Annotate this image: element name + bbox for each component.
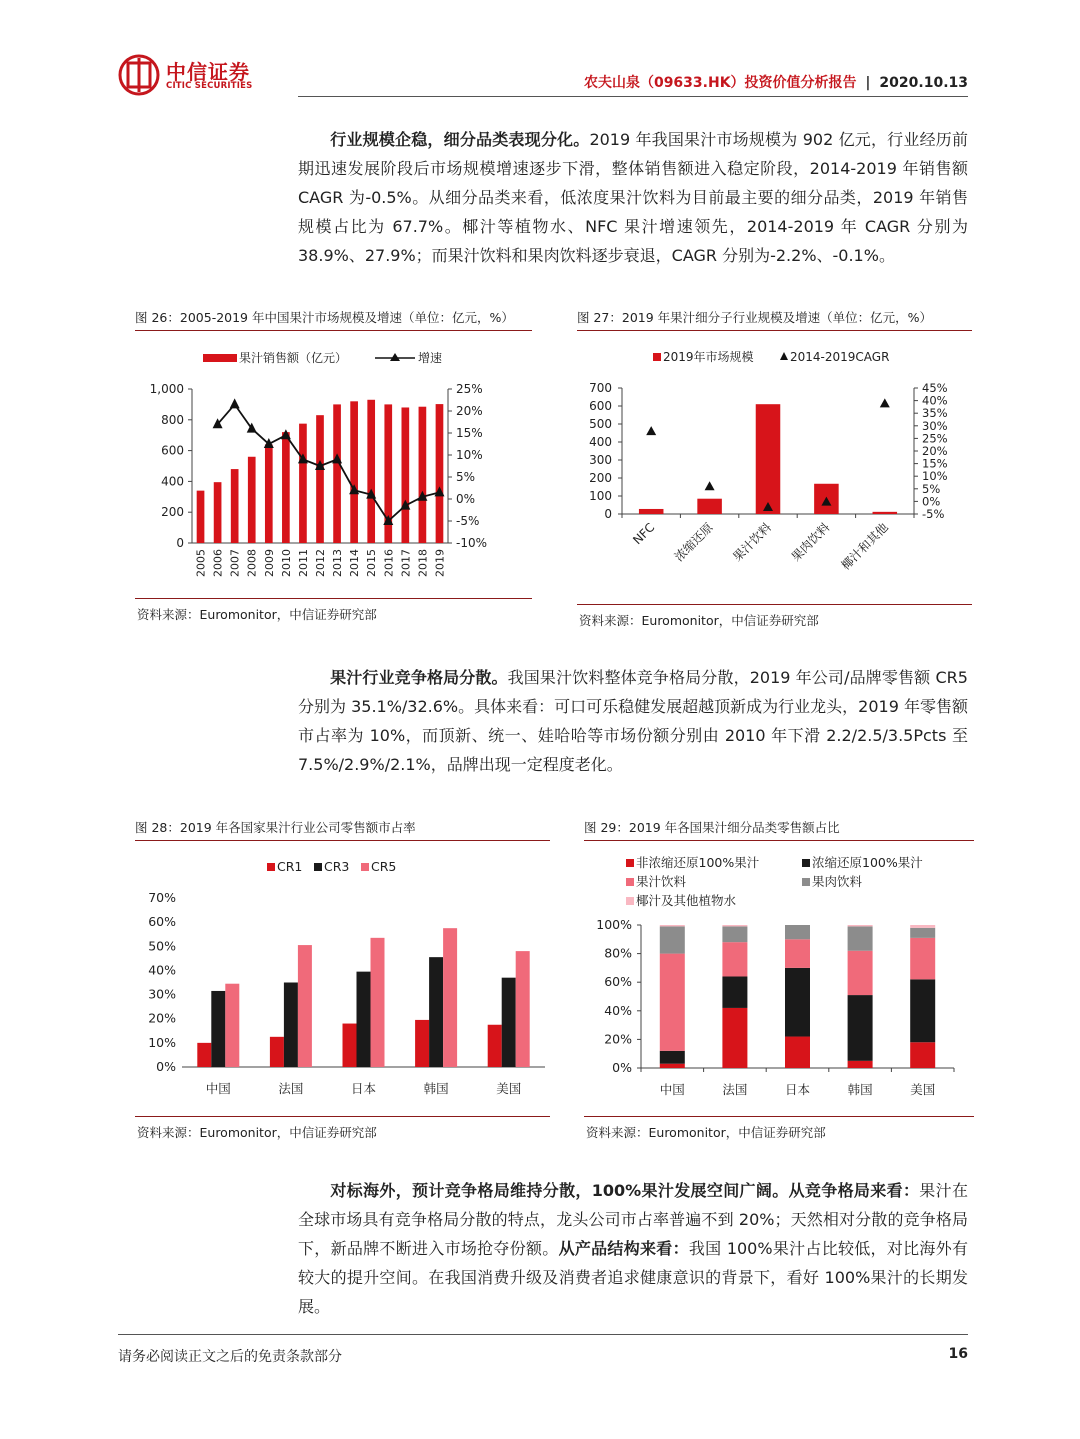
x-tick-label: 2011 bbox=[296, 549, 310, 577]
y-tick-label-right: 20% bbox=[922, 444, 948, 458]
x-tick-label: 法国 bbox=[278, 1081, 304, 1096]
legend-swatch-cagr bbox=[780, 352, 788, 360]
y-tick-label: 80% bbox=[604, 945, 632, 961]
x-tick-label: 中国 bbox=[659, 1082, 685, 1097]
stack-segment bbox=[848, 926, 873, 950]
y-tick-label: 20% bbox=[604, 1031, 632, 1047]
stack-segment bbox=[722, 925, 747, 926]
y-tick-label-right: 30% bbox=[922, 418, 948, 433]
x-tick-label: 浓缩还原 bbox=[671, 520, 716, 565]
x-tick-label: 美国 bbox=[910, 1082, 936, 1097]
legend-label: 非浓缩还原100%果汁 bbox=[636, 855, 760, 870]
para2-body: 我国果汁饮料整体竞争格局分散，2019 年公司/品牌零售额 CR5 分别为 35.1%/32.6%。具体来看：可口可乐稳健发展超越顶新成为行业龙头，2019 年零售额市占率为 10%，而顶新、统一、娃哈哈等市场份额分别由 2010 年下滑 2.2/2.5/3.5Pcts 至 7.5%/2.9%/2.1%，品牌出现一定程度老化。 bbox=[298, 668, 968, 774]
legend-swatch bbox=[626, 897, 634, 905]
para3-subheading-1: 从竞争格局来看： bbox=[788, 1181, 920, 1200]
stack-segment bbox=[848, 1061, 873, 1068]
legend-label: CR5 bbox=[371, 859, 397, 874]
x-tick-label: 2012 bbox=[314, 549, 327, 577]
fig28-bottom-rule bbox=[135, 1116, 550, 1117]
x-tick-label: 美国 bbox=[496, 1081, 522, 1096]
cagr-marker bbox=[880, 398, 890, 407]
y-tick-label-left: 200 bbox=[161, 505, 184, 520]
legend-label-cagr: 2014-2019CAGR bbox=[790, 350, 890, 364]
fig26-growth-line bbox=[213, 398, 445, 525]
header-divider bbox=[298, 96, 968, 97]
stack-segment bbox=[785, 925, 810, 939]
legend-swatch-size bbox=[653, 353, 661, 361]
y-tick-label-left: 600 bbox=[161, 443, 184, 458]
stack-segment bbox=[722, 976, 747, 1007]
y-tick-label-right: -5% bbox=[456, 514, 480, 528]
y-tick-label-left: 0 bbox=[176, 536, 184, 550]
legend-swatch bbox=[626, 878, 634, 886]
y-tick-label-right: 0% bbox=[456, 492, 476, 506]
stack-segment bbox=[660, 1064, 685, 1068]
y-tick-label-right: 35% bbox=[922, 406, 948, 421]
fig26-bottom-rule bbox=[135, 598, 532, 599]
footer-disclaimer: 请务必阅读正文之后的免责条款部分 bbox=[118, 1349, 342, 1365]
title-separator: | bbox=[865, 75, 871, 91]
para2-heading: 果汁行业竞争格局分散。 bbox=[330, 668, 508, 687]
y-tick-label-right: 15% bbox=[456, 426, 483, 440]
sales-bar bbox=[231, 469, 239, 543]
cr-bar-cr5 bbox=[371, 938, 385, 1067]
fig28-title: 图 28：2019 年各国家果汁行业公司零售额市占率 bbox=[135, 818, 550, 841]
x-tick-label: 中国 bbox=[205, 1081, 231, 1096]
cr-bar-cr5 bbox=[516, 951, 530, 1067]
x-tick-label: 2007 bbox=[228, 549, 242, 577]
x-tick-label: 2006 bbox=[211, 549, 225, 577]
size-bar bbox=[756, 404, 781, 514]
stack-segment bbox=[660, 926, 685, 953]
stack-segment bbox=[910, 925, 935, 928]
growth-point bbox=[230, 398, 240, 408]
y-tick-label: 0% bbox=[612, 1060, 632, 1075]
fig26-chart bbox=[135, 340, 535, 590]
x-tick-label: NFC bbox=[630, 520, 658, 548]
sales-bar bbox=[367, 400, 375, 543]
y-tick-label-right: 0% bbox=[922, 494, 941, 509]
stack-segment bbox=[660, 925, 685, 926]
sales-bar bbox=[333, 404, 341, 543]
x-tick-label: 椰汁和其他 bbox=[838, 520, 891, 573]
page-number: 16 bbox=[948, 1346, 968, 1362]
cr-bar-cr1 bbox=[488, 1025, 502, 1067]
footer-divider bbox=[118, 1334, 968, 1335]
y-tick-label-right: 45% bbox=[922, 381, 948, 395]
legend-label-sales: 果汁销售额（亿元） bbox=[239, 351, 348, 365]
sales-bar bbox=[299, 424, 307, 543]
stack-segment bbox=[785, 939, 810, 968]
y-tick-label-left: 600 bbox=[589, 399, 612, 413]
x-tick-label: 2008 bbox=[245, 549, 259, 577]
cr-bar-cr5 bbox=[225, 984, 239, 1067]
x-tick-label: 法国 bbox=[722, 1082, 748, 1097]
x-tick-label: 2014 bbox=[348, 549, 362, 577]
legend-swatch bbox=[802, 878, 810, 886]
size-bar bbox=[639, 509, 664, 514]
legend-swatch-sales bbox=[203, 354, 237, 362]
x-tick-label: 2010 bbox=[279, 549, 293, 577]
x-tick-label: 2015 bbox=[365, 549, 379, 577]
fig27-bars bbox=[639, 404, 897, 514]
fig29-bars bbox=[660, 925, 935, 1068]
legend-label: CR1 bbox=[277, 859, 303, 874]
x-tick-label: 2016 bbox=[382, 549, 396, 577]
legend-swatch bbox=[626, 859, 634, 867]
report-date: 2020.10.13 bbox=[879, 75, 968, 91]
x-tick-label: 2018 bbox=[416, 549, 430, 577]
y-tick-label-left: 400 bbox=[589, 435, 612, 449]
sales-bar bbox=[419, 407, 427, 543]
stack-segment bbox=[910, 938, 935, 979]
legend-label: CR3 bbox=[324, 859, 350, 874]
fig28-legend bbox=[267, 859, 396, 874]
y-tick-label-right: 25% bbox=[922, 431, 948, 446]
sales-bar bbox=[436, 404, 444, 543]
fig28-bars bbox=[197, 928, 529, 1067]
x-tick-label: 果肉饮料 bbox=[788, 520, 833, 565]
cr-bar-cr5 bbox=[443, 928, 457, 1067]
y-tick-label-left: 0 bbox=[604, 507, 612, 521]
paragraph-market-size bbox=[298, 125, 968, 270]
stack-segment bbox=[660, 1051, 685, 1064]
fig29-legend bbox=[626, 855, 923, 908]
cr-bar-cr3 bbox=[357, 972, 371, 1067]
y-tick-label-left: 200 bbox=[589, 471, 612, 485]
y-tick-label: 100% bbox=[596, 917, 632, 932]
x-tick-label: 2013 bbox=[331, 549, 345, 577]
y-tick-label: 70% bbox=[148, 890, 176, 905]
fig27-title: 图 27：2019 年果汁细分子行业规模及增速（单位：亿元，%） bbox=[577, 308, 972, 331]
sales-bar bbox=[248, 457, 256, 543]
cagr-marker bbox=[705, 481, 715, 490]
sales-bar bbox=[316, 415, 324, 543]
fig27-legend bbox=[653, 349, 889, 364]
cr-bar-cr5 bbox=[298, 945, 312, 1067]
logo-text-en: CITIC SECURITIES bbox=[166, 81, 253, 91]
cr-bar-cr3 bbox=[211, 991, 225, 1067]
para3-subheading-2: 从产品结构来看： bbox=[558, 1239, 689, 1258]
cr-bar-cr1 bbox=[270, 1037, 284, 1067]
fig26-legend bbox=[203, 350, 442, 365]
cr-bar-cr3 bbox=[284, 983, 298, 1068]
x-tick-label: 果汁饮料 bbox=[730, 520, 775, 565]
legend-swatch bbox=[361, 863, 369, 871]
fig29-bottom-rule bbox=[584, 1116, 974, 1117]
stack-segment bbox=[722, 1008, 747, 1068]
para3-body-1: 果汁在全球市场具有竞争格局分散的特点，龙头公司市占率普遍不到 20%；天然相对分散的竞争格局下，新品牌不断进入市场抢夺份额。 bbox=[298, 1181, 968, 1258]
cr-bar-cr1 bbox=[197, 1043, 211, 1067]
y-tick-label: 10% bbox=[148, 1034, 176, 1050]
y-tick-label: 60% bbox=[148, 914, 176, 930]
x-tick-label: 2019 bbox=[433, 549, 447, 577]
cr-bar-cr1 bbox=[343, 1024, 357, 1067]
legend-swatch bbox=[267, 863, 275, 871]
y-tick-label-left: 400 bbox=[161, 474, 184, 489]
citic-logo-icon bbox=[118, 54, 160, 96]
sales-bar bbox=[401, 407, 409, 543]
para1-body: 2019 年我国果汁市场规模为 902 亿元，行业经历前期迅速发展阶段后市场规模增速逐步下滑，整体销售额进入稳定阶段，2014-2019 年销售额 CAGR 为-0.5%。从细分品类来看，低浓度果汁饮料为目前最主要的细分品类，2019 年销售规模占比为 67.7%。椰汁等植物水、NFC 果汁增速领先，2014-2019 年 CAGR 分别为 38.9%、27.9%；而果汁饮料和果肉饮料逐步衰退，CAGR 分别为-2.2%、-0.1%。 bbox=[298, 130, 968, 265]
stack-segment bbox=[910, 979, 935, 1042]
y-tick-label-right: 15% bbox=[922, 456, 948, 471]
cr-bar-cr3 bbox=[429, 957, 443, 1067]
x-tick-label: 2017 bbox=[399, 549, 413, 577]
y-tick-label-right: 20% bbox=[456, 404, 483, 418]
y-tick-label: 30% bbox=[148, 986, 176, 1002]
y-tick-label-left: 300 bbox=[589, 453, 612, 467]
y-tick-label-left: 800 bbox=[161, 412, 184, 427]
y-tick-label-right: -10% bbox=[456, 536, 488, 550]
sales-bar bbox=[214, 482, 222, 543]
x-tick-label: 日本 bbox=[784, 1082, 811, 1097]
fig28-chart bbox=[135, 850, 555, 1115]
fig27-chart bbox=[577, 340, 977, 602]
report-name: 农夫山泉（09633.HK）投资价值分析报告 bbox=[583, 75, 857, 91]
size-bar bbox=[697, 499, 722, 514]
legend-swatch bbox=[314, 863, 322, 871]
stack-segment bbox=[910, 1042, 935, 1068]
cr-bar-cr3 bbox=[502, 978, 516, 1067]
stack-segment bbox=[848, 951, 873, 995]
legend-swatch bbox=[802, 859, 810, 867]
legend-swatch-growth-marker bbox=[390, 353, 400, 361]
fig26-title: 图 26：2005-2019 年中国果汁市场规模及增速（单位：亿元，%） bbox=[135, 308, 532, 331]
stack-segment bbox=[848, 925, 873, 926]
cagr-marker bbox=[646, 426, 656, 435]
para3-body-2: 我国 100%果汁占比较低，对比海外有较大的提升空间。在我国消费升级及消费者追求健康意识的背景下，看好 100%果汁的长期发展。 bbox=[298, 1239, 968, 1316]
y-tick-label-right: 10% bbox=[922, 469, 948, 484]
y-tick-label-right: -5% bbox=[922, 507, 945, 521]
x-tick-label: 韩国 bbox=[847, 1082, 873, 1097]
y-tick-label: 40% bbox=[604, 1002, 632, 1018]
stack-segment bbox=[785, 1037, 810, 1068]
y-tick-label: 50% bbox=[148, 938, 176, 954]
paragraph-outlook bbox=[298, 1176, 968, 1321]
y-tick-label-right: 5% bbox=[922, 481, 941, 496]
fig29-title: 图 29：2019 年各国果汁细分品类零售额占比 bbox=[584, 818, 974, 841]
sales-bar bbox=[350, 401, 358, 543]
y-tick-label-left: 100 bbox=[589, 489, 612, 503]
para3-heading: 对标海外，预计竞争格局维持分散，100%果汁发展空间广阔。 bbox=[330, 1181, 789, 1200]
x-tick-label: 2009 bbox=[262, 549, 276, 577]
stack-segment bbox=[910, 928, 935, 938]
legend-label: 果汁饮料 bbox=[636, 874, 687, 889]
fig26-bars bbox=[197, 400, 444, 543]
legend-label: 浓缩还原100%果汁 bbox=[812, 855, 923, 870]
y-tick-label-right: 40% bbox=[922, 393, 948, 408]
y-tick-label-right: 25% bbox=[456, 382, 483, 396]
x-tick-label: 2005 bbox=[194, 549, 208, 577]
legend-label: 椰汁及其他植物水 bbox=[636, 893, 737, 908]
legend-label: 果肉饮料 bbox=[812, 874, 863, 889]
y-tick-label-right: 5% bbox=[456, 470, 476, 484]
sales-bar bbox=[197, 491, 205, 543]
y-tick-label-right: 10% bbox=[456, 448, 483, 462]
y-tick-label: 40% bbox=[148, 962, 176, 978]
cr-bar-cr1 bbox=[415, 1020, 429, 1067]
y-tick-label: 60% bbox=[604, 974, 632, 990]
page-header bbox=[118, 52, 968, 102]
legend-label-size: 2019年市场规模 bbox=[663, 350, 754, 364]
fig27-source: 资料来源：Euromonitor，中信证券研究部 bbox=[579, 613, 819, 628]
legend-label-growth: 增速 bbox=[418, 351, 443, 365]
stack-segment bbox=[660, 954, 685, 1051]
stack-segment bbox=[848, 995, 873, 1061]
stack-segment bbox=[722, 942, 747, 976]
para1-heading: 行业规模企稳，细分品类表现分化。 bbox=[330, 130, 590, 149]
sales-bar bbox=[282, 432, 290, 543]
fig29-chart bbox=[584, 850, 976, 1115]
size-bar bbox=[873, 512, 898, 514]
fig26-source: 资料来源：Euromonitor，中信证券研究部 bbox=[137, 607, 377, 622]
x-tick-label: 日本 bbox=[350, 1081, 377, 1096]
sales-bar bbox=[265, 444, 273, 543]
fig29-source: 资料来源：Euromonitor，中信证券研究部 bbox=[586, 1125, 826, 1140]
y-tick-label-left: 700 bbox=[589, 381, 612, 395]
y-tick-label-left: 500 bbox=[589, 417, 612, 431]
fig29-axes bbox=[596, 917, 954, 1097]
stack-segment bbox=[722, 926, 747, 942]
logo-text-cn: 中信证券 bbox=[166, 60, 250, 84]
y-tick-label: 20% bbox=[148, 1010, 176, 1026]
fig27-bottom-rule bbox=[577, 604, 972, 605]
fig28-source: 资料来源：Euromonitor，中信证券研究部 bbox=[137, 1125, 377, 1140]
stack-segment bbox=[785, 968, 810, 1037]
paragraph-competition bbox=[298, 663, 968, 779]
report-title bbox=[584, 72, 968, 92]
y-tick-label: 0% bbox=[156, 1059, 176, 1074]
y-tick-label-left: 1,000 bbox=[149, 382, 184, 396]
x-tick-label: 韩国 bbox=[423, 1081, 449, 1096]
